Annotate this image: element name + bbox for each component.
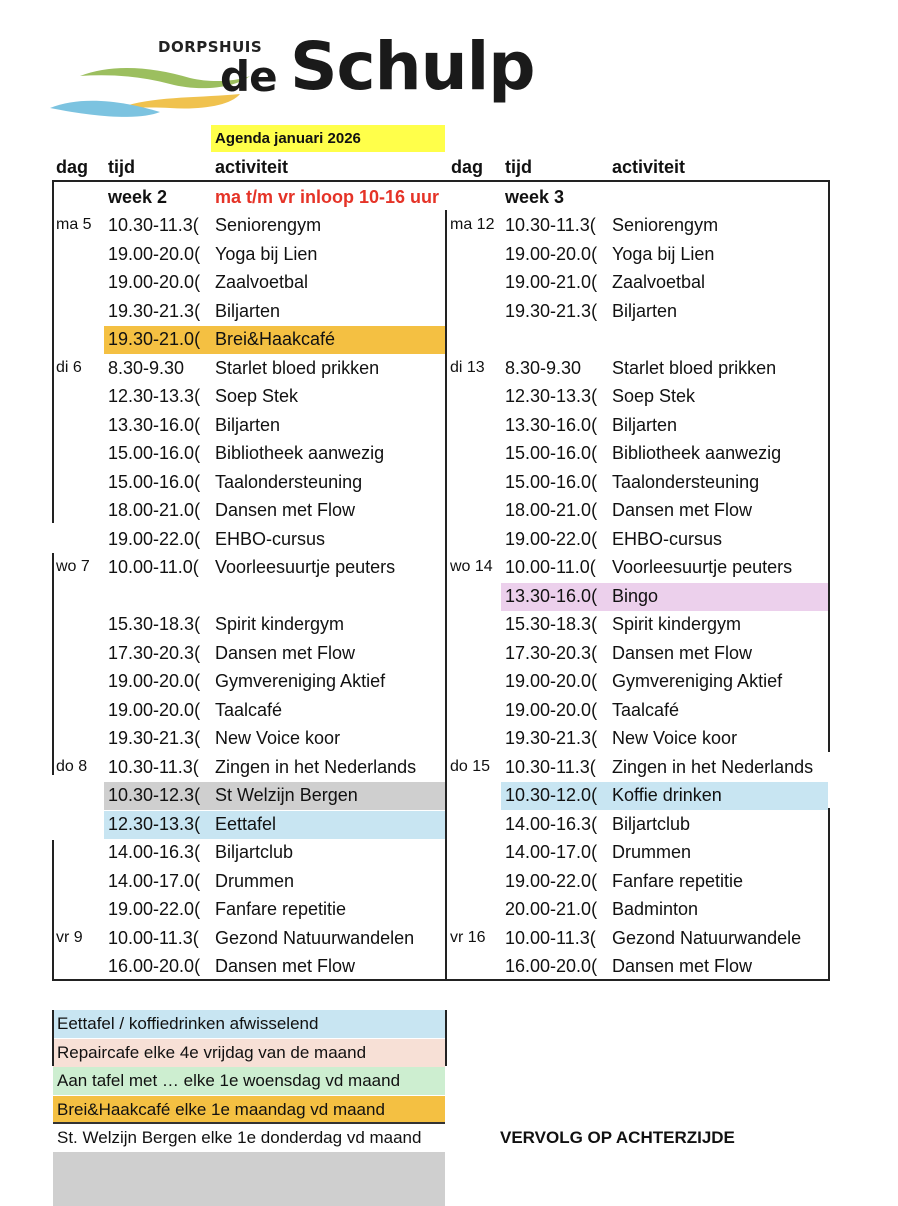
activity-label: Yoga bij Lien	[612, 244, 715, 264]
time-label: 15.00-16.0(	[108, 443, 201, 463]
time-label: 17.30-20.3(	[108, 643, 201, 663]
time-label: 12.30-13.3(	[108, 814, 201, 834]
activity-label: Zingen in het Nederlands	[612, 757, 814, 777]
legend-text: Eettafel / koffiedrinken afwisselend	[57, 1014, 319, 1033]
time-label: 19.00-22.0(	[108, 899, 201, 919]
week3-label: week 3	[505, 187, 565, 207]
time-label: 19.30-21.3(	[505, 728, 598, 748]
legend-grey-block	[53, 1152, 445, 1206]
legend-divider	[53, 1122, 445, 1124]
activity-label: Biljartclub	[612, 814, 691, 834]
time-label: 19.00-20.0(	[505, 671, 598, 691]
day-label: ma 12	[450, 216, 495, 233]
activity-label: EHBO-cursus	[612, 529, 723, 549]
agenda-title: Agenda januari 2026	[211, 125, 445, 152]
logo-line3: Schulp	[290, 28, 535, 105]
time-label: 14.00-16.3(	[505, 814, 598, 834]
table-top-border	[52, 180, 830, 182]
activity-label: Brei&Haakcafé	[215, 329, 336, 349]
time-label: 19.00-21.0(	[505, 272, 598, 292]
activity-label: Zaalvoetbal	[612, 272, 706, 292]
day-label: wo 14	[450, 558, 493, 575]
time-label: 17.30-20.3(	[505, 643, 598, 663]
time-label: 20.00-21.0(	[505, 899, 598, 919]
activity-label: New Voice koor	[612, 728, 738, 748]
time-label: 19.00-22.0(	[505, 871, 598, 891]
activity-label: Yoga bij Lien	[215, 244, 318, 264]
legend-left-border	[52, 1010, 54, 1066]
table-left-border	[52, 553, 54, 775]
header-tijd-left: tijd	[108, 157, 135, 177]
time-label: 19.00-20.0(	[505, 700, 598, 720]
activity-label: Biljartclub	[215, 842, 294, 862]
legend-item	[53, 1010, 445, 1038]
activity-label: Gezond Natuurwandelen	[215, 928, 415, 948]
activity-label: Dansen met Flow	[215, 956, 356, 976]
activity-label: Seniorengym	[215, 215, 322, 235]
activity-label: Eettafel	[215, 814, 277, 834]
time-label: 19.00-20.0(	[108, 700, 201, 720]
activity-label: Zingen in het Nederlands	[215, 757, 417, 777]
time-label: 13.30-16.0(	[505, 586, 598, 606]
header-dag-right: dag	[451, 157, 484, 177]
activity-label: Soep Stek	[215, 386, 299, 406]
time-label: 13.30-16.0(	[505, 415, 598, 435]
legend-text: Repaircafe elke 4e vrijdag van de maand	[57, 1043, 367, 1062]
time-label: 19.00-20.0(	[108, 272, 201, 292]
day-label: do 15	[450, 758, 491, 775]
activity-label: Spirit kindergym	[215, 614, 345, 634]
time-label: 15.00-16.0(	[505, 443, 598, 463]
activity-label: Dansen met Flow	[612, 956, 753, 976]
legend-text: St. Welzijn Bergen elke 1e donderdag vd maand	[57, 1128, 422, 1147]
activity-label: Koffie drinken	[612, 785, 722, 805]
activity-label: Dansen met Flow	[215, 500, 356, 520]
activity-label: Drummen	[612, 842, 692, 862]
day-label: di 13	[450, 359, 485, 376]
activity-label: Starlet bloed prikken	[612, 358, 777, 378]
activity-label: EHBO-cursus	[215, 529, 326, 549]
time-label: 12.30-13.3(	[505, 386, 598, 406]
time-label: 10.30-12.0(	[505, 785, 598, 805]
activity-label: New Voice koor	[215, 728, 341, 748]
logo-line1: DORPSHUIS	[158, 38, 263, 56]
activity-label: Biljarten	[215, 301, 281, 321]
activity-label: Biljarten	[612, 301, 678, 321]
time-label: 12.30-13.3(	[108, 386, 201, 406]
activity-label: Dansen met Flow	[612, 643, 753, 663]
activity-label: Fanfare repetitie	[612, 871, 744, 891]
time-label: 14.00-17.0(	[108, 871, 201, 891]
legend-item	[53, 1124, 445, 1152]
activity-label: Drummen	[215, 871, 295, 891]
legend-item	[53, 1096, 445, 1124]
time-label: 15.00-16.0(	[505, 472, 598, 492]
activity-label: Bibliotheek aanwezig	[612, 443, 782, 463]
time-label: 19.00-20.0(	[108, 671, 201, 691]
time-label: 10.00-11.3(	[505, 928, 596, 948]
time-label: 19.30-21.0(	[108, 329, 201, 349]
time-label: 10.30-11.3(	[108, 757, 199, 777]
legend-item	[53, 1067, 445, 1095]
activity-label: Taalondersteuning	[215, 472, 363, 492]
activity-label: Voorleesuurtje peuters	[612, 557, 793, 577]
day-label: ma 5	[56, 216, 92, 233]
activity-label: Dansen met Flow	[612, 500, 753, 520]
day-label: do 8	[56, 758, 88, 775]
time-label: 8.30-9.30	[505, 358, 582, 378]
time-label: 16.00-20.0(	[505, 956, 598, 976]
activity-label: Taalondersteuning	[612, 472, 760, 492]
table-right-border	[828, 180, 830, 752]
time-label: 19.30-21.3(	[108, 728, 201, 748]
time-label: 19.00-22.0(	[108, 529, 201, 549]
header-tijd-right: tijd	[505, 157, 532, 177]
activity-label: Gymvereniging Aktief	[215, 671, 386, 691]
table-middle-divider	[445, 210, 447, 981]
time-label: 8.30-9.30	[108, 358, 185, 378]
time-label: 19.00-20.0(	[505, 244, 598, 264]
time-label: 10.00-11.3(	[108, 928, 199, 948]
time-label: 15.30-18.3(	[505, 614, 598, 634]
footer-note: VERVOLG OP ACHTERZIJDE	[500, 1128, 735, 1147]
legend-item	[53, 1039, 445, 1067]
activity-label: Dansen met Flow	[215, 643, 356, 663]
header-dag-left: dag	[56, 157, 89, 177]
time-label: 14.00-16.3(	[108, 842, 201, 862]
activity-label: Biljarten	[612, 415, 678, 435]
legend-right-border	[445, 1010, 447, 1066]
table-right-border	[828, 808, 830, 981]
table-left-border	[52, 840, 54, 981]
activity-label: Taalcafé	[215, 700, 283, 720]
day-label: wo 7	[56, 558, 90, 575]
activity-label: Seniorengym	[612, 215, 719, 235]
activity-label: Taalcafé	[612, 700, 680, 720]
time-label: 16.00-20.0(	[108, 956, 201, 976]
activity-label: Badminton	[612, 899, 699, 919]
inloop-notice: ma t/m vr inloop 10-16 uur	[215, 187, 440, 207]
activity-label: Bingo	[612, 586, 659, 606]
time-label: 10.30-12.3(	[108, 785, 201, 805]
activity-label: Gezond Natuurwandele	[612, 928, 802, 948]
activity-label: Gymvereniging Aktief	[612, 671, 783, 691]
header-activiteit-left: activiteit	[215, 157, 289, 177]
legend-text: Brei&Haakcafé elke 1e maandag vd maand	[57, 1100, 385, 1119]
activity-label: Bibliotheek aanwezig	[215, 443, 385, 463]
time-label: 19.00-22.0(	[505, 529, 598, 549]
activity-label: Soep Stek	[612, 386, 696, 406]
time-label: 18.00-21.0(	[505, 500, 598, 520]
activity-label: Spirit kindergym	[612, 614, 742, 634]
day-label: vr 16	[450, 929, 486, 946]
time-label: 19.30-21.3(	[505, 301, 598, 321]
legend-text: Aan tafel met … elke 1e woensdag vd maand	[57, 1071, 401, 1090]
activity-label: Starlet bloed prikken	[215, 358, 380, 378]
time-label: 10.00-11.0(	[108, 557, 199, 577]
activity-label: Zaalvoetbal	[215, 272, 309, 292]
day-label: di 6	[56, 359, 82, 376]
activity-label: Biljarten	[215, 415, 281, 435]
day-label: vr 9	[56, 929, 83, 946]
time-label: 18.00-21.0(	[108, 500, 201, 520]
activity-label: Fanfare repetitie	[215, 899, 347, 919]
logo	[50, 28, 570, 123]
table-left-border	[52, 180, 54, 523]
time-label: 19.00-20.0(	[108, 244, 201, 264]
activity-label: Voorleesuurtje peuters	[215, 557, 396, 577]
time-label: 10.30-11.3(	[108, 215, 199, 235]
time-label: 13.30-16.0(	[108, 415, 201, 435]
activity-label: St Welzijn Bergen	[215, 785, 358, 805]
header-activiteit-right: activiteit	[612, 157, 686, 177]
time-label: 10.30-11.3(	[505, 757, 596, 777]
week2-label: week 2	[108, 187, 168, 207]
time-label: 14.00-17.0(	[505, 842, 598, 862]
logo-line2: de	[220, 52, 277, 101]
time-label: 15.30-18.3(	[108, 614, 201, 634]
time-label: 15.00-16.0(	[108, 472, 201, 492]
time-label: 10.30-11.3(	[505, 215, 596, 235]
time-label: 19.30-21.3(	[108, 301, 201, 321]
time-label: 10.00-11.0(	[505, 557, 596, 577]
